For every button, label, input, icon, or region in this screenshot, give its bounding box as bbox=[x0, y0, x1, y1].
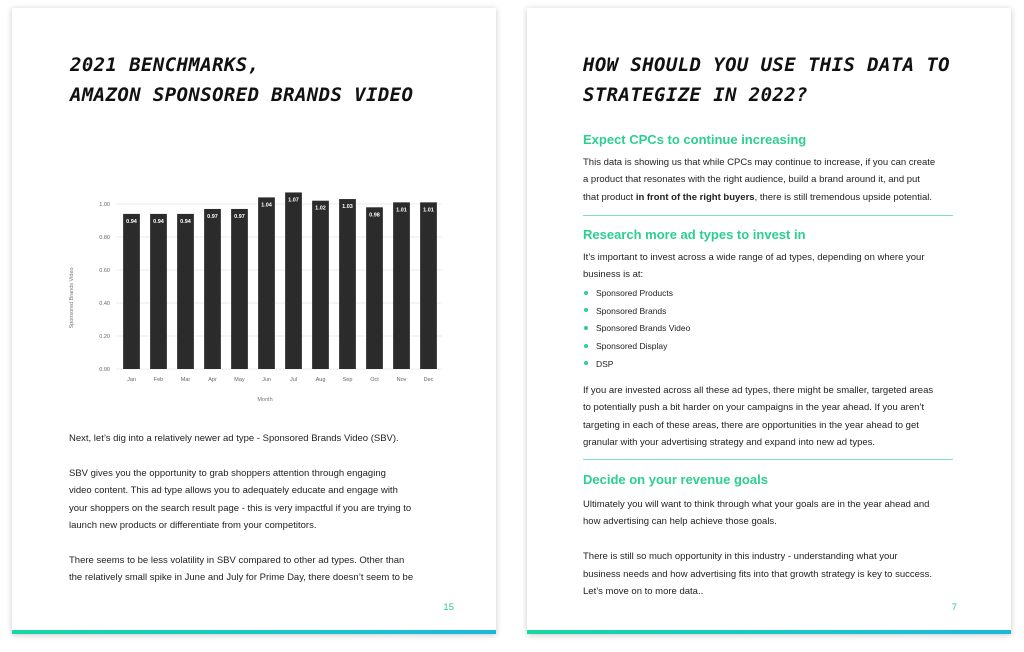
x-tick-label: Jun bbox=[262, 377, 271, 383]
paragraph bbox=[69, 552, 479, 587]
bar bbox=[420, 202, 437, 369]
x-tick-label: Jul bbox=[289, 377, 298, 383]
left-page bbox=[12, 8, 496, 634]
paragraph bbox=[583, 548, 993, 600]
x-tick-label: Mar bbox=[180, 377, 191, 383]
text-line: business is at: bbox=[583, 269, 644, 281]
bar bbox=[366, 207, 383, 369]
bullet-icon bbox=[584, 361, 588, 365]
bar bbox=[231, 209, 248, 369]
section-heading: Decide on your revenue goals bbox=[583, 472, 768, 487]
bar-value-label: 1.07 bbox=[288, 197, 299, 204]
y-tick-label: 0.80 bbox=[99, 235, 110, 241]
title-line: AMAZON SPONSORED BRANDS VIDEO bbox=[70, 84, 414, 106]
bar-value-label: 0.94 bbox=[153, 218, 164, 225]
y-tick-label: 1.00 bbox=[99, 202, 110, 208]
right-page bbox=[527, 8, 1011, 634]
y-tick-label: 0.40 bbox=[99, 301, 110, 307]
text-line: SBV gives you the opportunity to grab shoppers attention through engaging bbox=[69, 467, 386, 479]
text-line: There is still so much opportunity in this industry - understanding what your bbox=[583, 551, 898, 563]
bar-value-label: 1.02 bbox=[315, 205, 326, 212]
title-line: 2021 BENCHMARKS, bbox=[70, 54, 260, 76]
bullet-icon bbox=[584, 326, 588, 330]
section-body bbox=[583, 249, 993, 284]
bullet-icon bbox=[584, 291, 588, 295]
list-item bbox=[583, 357, 690, 375]
text-line: a product that resonates with the right audience, build a brand around it, and put bbox=[583, 174, 920, 186]
bar-value-label: 0.94 bbox=[126, 218, 137, 225]
x-tick-label: Dec bbox=[423, 377, 434, 383]
chart-bars bbox=[123, 192, 437, 369]
page-number: 15 bbox=[443, 602, 454, 613]
text-line: granular with your advertising strategy and expand into new ad types. bbox=[583, 437, 876, 449]
list-item-label: Sponsored Products bbox=[596, 288, 674, 298]
list-item-label: Sponsored Brands Video bbox=[596, 323, 691, 334]
bar-value-label: 1.01 bbox=[396, 207, 407, 214]
bar-chart bbox=[62, 188, 452, 410]
bar bbox=[312, 201, 329, 369]
page-title bbox=[583, 50, 950, 110]
x-tick-label: Apr bbox=[208, 377, 217, 383]
left-body bbox=[69, 430, 479, 587]
section-heading: Research more ad types to invest in bbox=[583, 227, 806, 242]
bar-value-label: 0.94 bbox=[180, 218, 191, 225]
list-item bbox=[583, 286, 690, 304]
list-item bbox=[583, 339, 690, 357]
bar bbox=[258, 197, 275, 369]
text-line: video content. This ad type allows you to adequately educate and engage with bbox=[69, 485, 398, 497]
section-divider bbox=[583, 459, 953, 460]
accent-bar bbox=[12, 630, 496, 634]
bar bbox=[150, 214, 167, 369]
x-axis-title: Month bbox=[257, 397, 273, 403]
text-line: , there is still tremendous upside potential. bbox=[754, 191, 932, 203]
list-item-label: Sponsored Brands bbox=[596, 305, 667, 316]
bold-text: in front of the right buyers bbox=[635, 191, 755, 203]
bar-value-label: 0.98 bbox=[369, 212, 380, 219]
bullet-icon bbox=[584, 308, 588, 312]
bar bbox=[393, 202, 410, 369]
x-tick-label: Aug bbox=[315, 377, 326, 383]
page-title bbox=[70, 50, 413, 110]
bar bbox=[123, 214, 140, 369]
text-line: your shoppers on the search result page - this is very impactful if you are trying to bbox=[69, 502, 412, 514]
text-line: business needs and how advertising fits into that growth strategy is key to success. bbox=[583, 568, 933, 580]
x-tick-label: Oct bbox=[370, 377, 379, 383]
title-line: STRATEGIZE IN 2022? bbox=[583, 84, 808, 106]
text-line: how advertising can help achieve those goals. bbox=[583, 516, 777, 528]
bar-value-label: 0.97 bbox=[207, 213, 218, 220]
bullet-icon bbox=[584, 344, 588, 348]
text-line: Next, let’s dig into a relatively newer ad type - Sponsored Brands Video (SBV). bbox=[69, 433, 399, 444]
title-line: HOW SHOULD YOU USE THIS DATA TO bbox=[583, 54, 951, 76]
text-line: the relatively small spike in June and July for Prime Day, there doesn’t seem to be bbox=[69, 572, 414, 584]
x-tick-label: Nov bbox=[396, 377, 407, 383]
list-item-label: Sponsored Display bbox=[596, 341, 668, 352]
y-tick-label: 0.60 bbox=[99, 268, 110, 274]
paragraph bbox=[69, 465, 479, 535]
text-line: launch new products or differentiate from your competitors. bbox=[69, 520, 317, 532]
bar-value-label: 0.97 bbox=[234, 213, 245, 220]
text-line: It’s important to invest across a wide range of ad types, depending on where your bbox=[583, 252, 925, 263]
text-line: There seems to be less volatility in SBV compared to other ad types. Other than bbox=[69, 554, 405, 566]
list-item bbox=[583, 321, 690, 339]
section-body bbox=[583, 496, 993, 600]
text-line: targeting in each of these areas, there are opportunities in the year ahead to get bbox=[583, 419, 919, 431]
text-line: Let’s move on to more data.. bbox=[583, 586, 704, 598]
bar-value-label: 1.04 bbox=[261, 202, 272, 209]
x-tick-label: Jan bbox=[127, 377, 136, 383]
section-body bbox=[583, 154, 993, 206]
paragraph bbox=[583, 496, 993, 531]
section-body bbox=[583, 382, 993, 452]
x-tick-label: Sep bbox=[342, 377, 353, 383]
x-tick-label: Feb bbox=[153, 377, 164, 383]
bar bbox=[285, 192, 302, 369]
y-tick-label: 0.20 bbox=[99, 334, 110, 340]
section-heading: Expect CPCs to continue increasing bbox=[583, 132, 807, 147]
y-axis-title: Sponsored Brands Video bbox=[69, 267, 75, 329]
bar bbox=[204, 209, 221, 369]
ad-type-list bbox=[583, 286, 690, 374]
bar bbox=[177, 214, 194, 369]
text-line: that product bbox=[583, 191, 636, 203]
page-number: 7 bbox=[951, 602, 957, 613]
x-tick-label: May bbox=[234, 377, 245, 383]
section-divider bbox=[583, 215, 953, 216]
accent-bar bbox=[527, 630, 1011, 634]
paragraph bbox=[69, 430, 479, 447]
text-line: This data is showing us that while CPCs may continue to increase, if you can create bbox=[583, 157, 936, 168]
bar-value-label: 1.03 bbox=[342, 204, 353, 211]
text-line: Ultimately you will want to think through what your goals are in the year ahead and bbox=[583, 499, 930, 510]
list-item-label: DSP bbox=[596, 358, 614, 369]
text-line: If you are invested across all these ad types, there might be smaller, targeted areas bbox=[583, 385, 934, 396]
y-tick-label: 0.00 bbox=[99, 367, 110, 373]
list-item bbox=[583, 304, 690, 322]
bar-value-label: 1.01 bbox=[423, 207, 434, 214]
text-line: to potentially push a bit harder on your campaigns in the year ahead. If you aren’t bbox=[583, 402, 925, 414]
bar bbox=[339, 199, 356, 369]
